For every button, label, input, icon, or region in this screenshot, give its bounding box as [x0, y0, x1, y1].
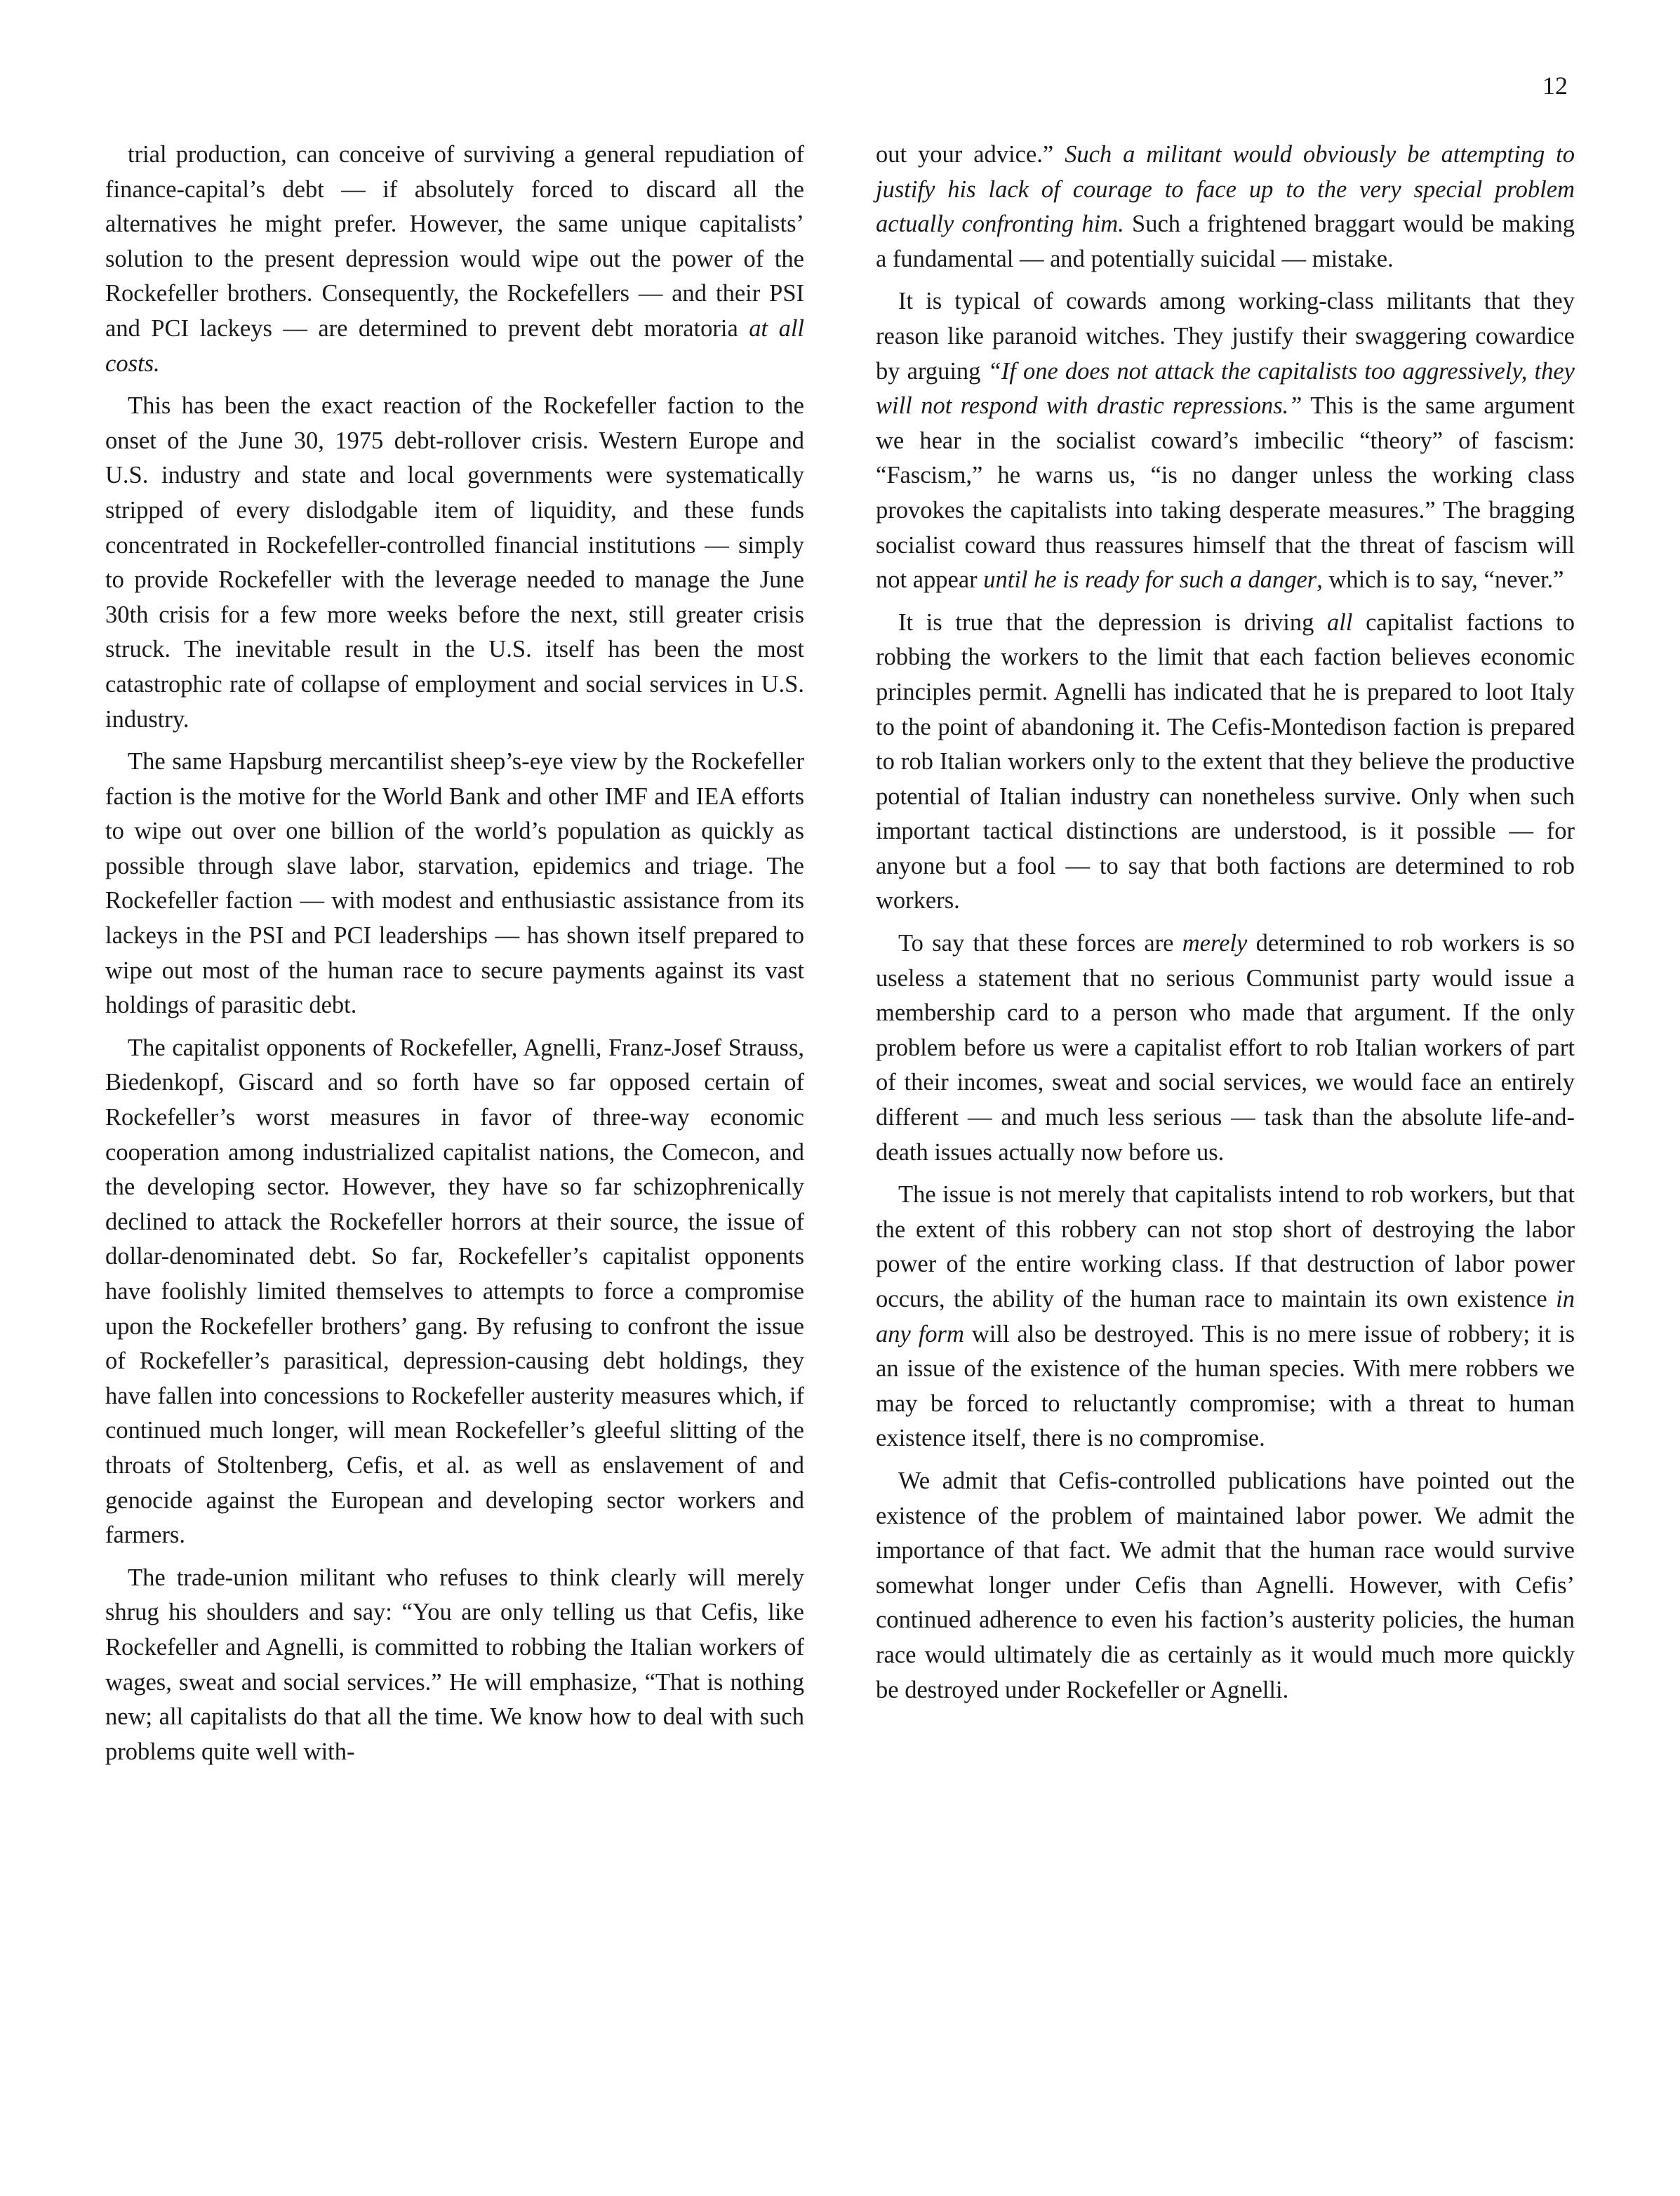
paragraph: [876, 606, 1575, 919]
italic-text: “If one does not attack the capitalists too aggressively, they will not respond with drastic repressions.”: [876, 357, 1575, 420]
text-run: out your advice.”: [876, 141, 1065, 168]
italic-text: until he is ready for such a danger: [983, 566, 1317, 594]
italic-text: Such a militant would obviously be attempting to justify his lack of courage to face up to the very special problem actually confronting him.: [876, 141, 1575, 238]
paragraph: [876, 284, 1575, 597]
paragraph: [105, 1031, 804, 1553]
paragraph: [876, 926, 1575, 1170]
text-run: The capitalist opponents of Rockefeller, Agnelli, Franz-Josef Strauss, Biedenkopf, Giscard and so forth have so far opposed certain of Rockefeller’s worst measures in favor of three-way economic cooperation among industrialized capitalist nations, the Comecon, and the developing sector. However, they have so far schizophrenically declined to attack the Rockefeller horrors at their source, the issue of dollar-denominated debt. So far, Rockefeller’s capitalist opponents have foolishly limited themselves to attempts to force a compromise upon the Rockefeller brothers’ gang. By refusing to confront the issue of Rockefeller’s parasitical, depression-causing debt holdings, they have fallen into concessions to Rockefeller austerity measures which, if continued much longer, will mean Rockefeller’s gleeful slitting of the throats of Stoltenberg, Cefis, et al. as well as enslavement of and genocide against the European and developing sector workers and farmers.: [105, 1034, 804, 1549]
italic-text: in any form: [876, 1286, 1575, 1347]
text-run: We admit that Cefis-controlled publications have pointed out the existence of the problem of maintained labor power. We admit the importance of that fact. We admit that the human race would survive somewhat longer under Cefis than Agnelli. However, with Cefis’ continued adherence to even his faction’s austerity policies, the human race would ultimately die as certainly as it would much more quickly be destroyed under Rockefeller or Agnelli.: [876, 1467, 1575, 1703]
page-number: 12: [1542, 72, 1568, 100]
text-run: Such a frightened braggart would be making a fundamental — and potentially suicidal — mistake.: [876, 211, 1575, 272]
left-column: [105, 138, 804, 1769]
text-run: , which is to say, “never.”: [1316, 566, 1564, 594]
right-column: [876, 138, 1575, 1708]
text-run: The trade-union militant who refuses to think clearly will merely shrug his shoulders and say: “You are only telling us that Cefis, like Rockefeller and Agnelli, is committed to robbing the Italian workers of wages, sweat and social services.” He will emphasize, “That is nothing new; all capitalists do that all the time. We know how to deal with such problems quite well with-: [105, 1564, 804, 1765]
text-run: trial production, can conceive of surviving a general repudiation of finance-capital’s debt — if absolutely forced to discard all the alternatives he might prefer. However, the same unique capitalists’ solution to the present depression would wipe out the power of the Rockefeller brothers. Consequently, the Rockefellers — and their PSI and PCI lackeys — are determined to prevent debt moratoria: [105, 141, 804, 342]
text-run: capitalist factions to robbing the workers to the limit that each faction believes economic principles permit. Agnelli has indicated that he is prepared to loot Italy to the point of abandoning it. The Cefis-Montedison faction is prepared to rob Italian workers only to the extent that they believe the productive potential of Italian industry can nonetheless survive. Only when such important tactical distinctions are understood, is it possible — for anyone but a fool — to say that both factions are determined to rob workers.: [876, 608, 1575, 914]
text-run: will also be destroyed. This is no mere issue of robbery; it is an issue of the existence of the human species. With mere robbers we may be forced to reluctantly compromise; with a threat to human existence itself, there is no compromise.: [876, 1320, 1575, 1452]
text-run: The same Hapsburg mercantilist sheep’s-eye view by the Rockefeller faction is the motive for the World Bank and other IMF and IEA efforts to wipe out over one billion of the world’s population as quickly as possible through slave labor, starvation, epidemics and triage. The Rockefeller faction — with modest and enthusiastic assistance from its lackeys in the PSI and PCI leaderships — has shown itself prepared to wipe out most of the human race to secure payments against its vast holdings of parasitic debt.: [105, 748, 804, 1019]
text-run: It is true that the depression is driving: [898, 608, 1328, 636]
paragraph: [105, 745, 804, 1023]
paragraph: [876, 1178, 1575, 1456]
paragraph: [876, 1464, 1575, 1708]
text-run: It is typical of cowards among working-class militants that they reason like paranoid witches. They justify their swaggering cowardice by arguing: [876, 288, 1575, 385]
paragraph: [105, 389, 804, 737]
text-run: determined to rob workers is so useless a statement that no serious Communist party would issue a membership card to a person who made that argument. If the only problem before us were a capitalist effort to rob Italian workers of part of their incomes, sweat and social services, we would face an entirely different — and much less serious — task than the absolute life-and-death issues actually now before us.: [876, 930, 1575, 1166]
italic-text: at all costs.: [105, 314, 804, 377]
paragraph: [105, 1561, 804, 1770]
paragraph: [876, 138, 1575, 277]
italic-text: merely: [1182, 930, 1248, 957]
text-run: To say that these forces are: [898, 930, 1182, 957]
paragraph: [105, 138, 804, 381]
text-run: This has been the exact reaction of the Rockefeller faction to the onset of the June 30, 1975 debt-rollover crisis. Western Europe and U.S. industry and state and local governments were systematically stripped of every dislodgable item of liquidity, and these funds concentrated in Rockefeller-controlled financial institutions — simply to provide Rockefeller with the leverage needed to manage the June 30th crisis for a few more weeks before the next, still greater crisis struck. The inevitable result in the U.S. itself has been the most catastrophic rate of collapse of employment and social services in U.S. industry.: [105, 392, 804, 733]
italic-text: all: [1327, 608, 1353, 636]
text-run: This is the same argument we hear in the socialist coward’s imbecilic “theory” of fascism: “Fascism,” he warns us, “is no danger unless the working class provokes the capitalists into taking desperate measures.” The bragging socialist coward thus reassures himself that the threat of fascism will not appear: [876, 392, 1575, 594]
text-run: The issue is not merely that capitalists intend to rob workers, but that the extent of this robbery can not stop short of destroying the labor power of the entire working class. If that destruction of labor power occurs, the ability of the human race to maintain its own existence: [876, 1181, 1575, 1312]
